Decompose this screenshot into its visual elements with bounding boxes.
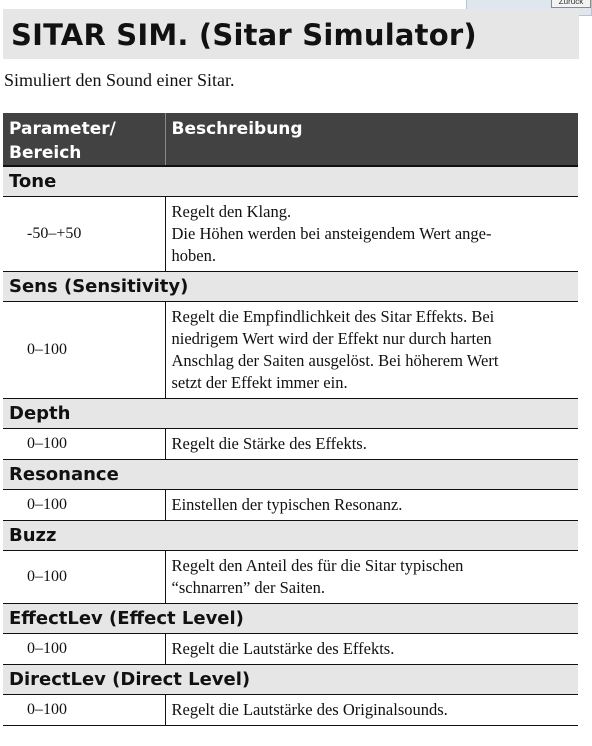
parameter-name: DirectLev (Direct Level) bbox=[3, 665, 578, 695]
parameter-description bbox=[165, 197, 578, 272]
parameter-name: EffectLev (Effect Level) bbox=[3, 604, 578, 634]
parameter-description bbox=[165, 302, 578, 399]
parameter-description bbox=[165, 551, 578, 604]
title-band bbox=[3, 9, 579, 59]
description-line: niedrigem Wert wird der Effekt nur durch harten bbox=[171, 329, 492, 348]
header-description: Beschreibung bbox=[165, 113, 578, 166]
parameter-description bbox=[165, 490, 578, 521]
parameter-range: 0–100 bbox=[3, 429, 165, 460]
description-line: hoben. bbox=[171, 246, 216, 265]
parameter-range: 0–100 bbox=[3, 634, 165, 665]
parameter-group-row bbox=[3, 521, 578, 551]
description-line: Anschlag der Saiten ausgelöst. Bei höherem Wert bbox=[171, 351, 499, 370]
page-title: SITAR SIM. (Sitar Simulator) bbox=[11, 18, 477, 52]
intro-text: Simuliert den Sound einer Sitar. bbox=[4, 70, 235, 90]
description-line: Regelt die Stärke des Effekts. bbox=[171, 434, 367, 453]
back-button[interactable]: Zurück bbox=[551, 0, 591, 8]
parameter-description bbox=[165, 634, 578, 665]
parameter-range: 0–100 bbox=[3, 490, 165, 521]
description-line: Regelt die Lautstärke des Effekts. bbox=[171, 639, 395, 658]
parameter-group-row bbox=[3, 399, 578, 429]
header-parameter bbox=[3, 113, 165, 166]
description-line: Regelt den Klang. bbox=[171, 202, 292, 221]
description-line: Die Höhen werden bei ansteigendem Wert ange- bbox=[171, 224, 492, 243]
header-parameter-line2: Bereich bbox=[9, 143, 82, 163]
parameter-name: Sens (Sensitivity) bbox=[3, 272, 578, 302]
table-row bbox=[3, 551, 578, 604]
table-row bbox=[3, 429, 578, 460]
header-parameter-line1: Parameter/ bbox=[9, 119, 116, 139]
table-header-row bbox=[3, 113, 578, 166]
description-line: Regelt die Lautstärke des Originalsounds. bbox=[171, 700, 448, 719]
parameter-name: Depth bbox=[3, 399, 578, 429]
parameter-group-row bbox=[3, 665, 578, 695]
parameter-name: Buzz bbox=[3, 521, 578, 551]
description-line: Regelt die Empfindlichkeit des Sitar Effekts. Bei bbox=[171, 307, 495, 326]
table-row bbox=[3, 302, 578, 399]
parameter-range: 0–100 bbox=[3, 551, 165, 604]
parameter-table bbox=[3, 113, 578, 726]
parameter-description bbox=[165, 695, 578, 726]
table-row bbox=[3, 695, 578, 726]
table-row bbox=[3, 634, 578, 665]
description-line: Regelt den Anteil des für die Sitar typischen bbox=[171, 556, 464, 575]
description-line: setzt der Effekt immer ein. bbox=[171, 373, 348, 392]
table-row bbox=[3, 490, 578, 521]
parameter-group-row bbox=[3, 272, 578, 302]
description-line: “schnarren” der Saiten. bbox=[171, 578, 325, 597]
parameter-name: Tone bbox=[3, 166, 578, 197]
parameter-group-row bbox=[3, 166, 578, 197]
table-row bbox=[3, 197, 578, 272]
parameter-range: 0–100 bbox=[3, 302, 165, 399]
parameter-description bbox=[165, 429, 578, 460]
parameter-range: 0–100 bbox=[3, 695, 165, 726]
parameter-group-row bbox=[3, 460, 578, 490]
parameter-range: -50–+50 bbox=[3, 197, 165, 272]
parameter-group-row bbox=[3, 604, 578, 634]
description-line: Einstellen der typischen Resonanz. bbox=[171, 495, 403, 514]
parameter-name: Resonance bbox=[3, 460, 578, 490]
